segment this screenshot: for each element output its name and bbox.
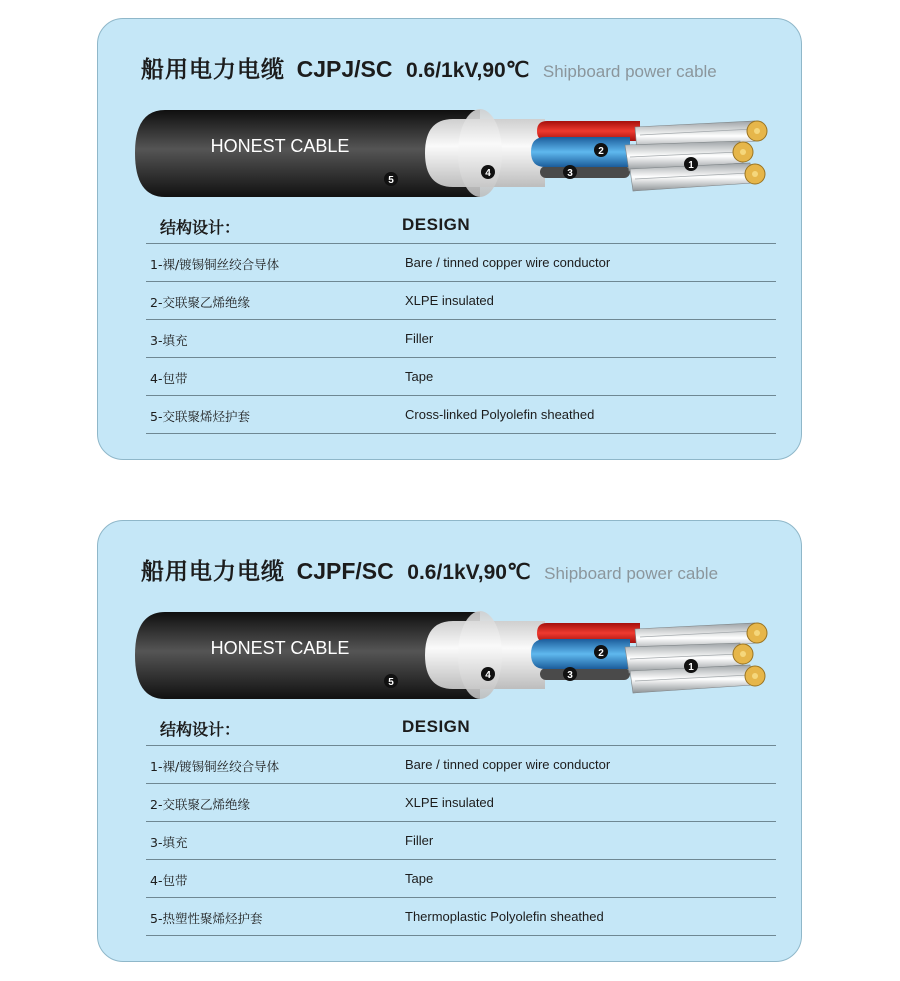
cable-brand-text: HONEST CABLE (210, 136, 350, 156)
filler (540, 166, 630, 178)
svg-text:5: 5 (388, 175, 394, 186)
design-header-chinese: 结构设计： (160, 218, 241, 237)
table-row (146, 860, 776, 898)
row-label-chinese: 4-包带 (150, 873, 188, 888)
cable-model: CJPF/SC (296, 558, 394, 584)
title-chinese: 船用电力电缆 (141, 559, 285, 585)
row-label-english: XLPE insulated (405, 293, 494, 308)
svg-text:2: 2 (598, 648, 604, 659)
svg-text:1: 1 (688, 662, 694, 673)
row-label-chinese: 1-裸/镀锡铜丝绞合导体 (150, 759, 280, 774)
row-label-english: Filler (405, 833, 434, 848)
marker-2 (594, 645, 608, 659)
marker-2 (594, 143, 608, 157)
marker-1 (684, 157, 698, 171)
table-row (146, 746, 776, 784)
row-label-chinese: 1-裸/镀锡铜丝绞合导体 (150, 257, 280, 272)
filler (540, 668, 630, 680)
table-row (146, 396, 776, 434)
row-label-chinese: 3-填充 (150, 835, 188, 850)
row-label-chinese: 5-热塑性聚烯烃护套 (150, 911, 263, 926)
cable-model: CJPJ/SC (296, 56, 393, 82)
row-label-english: XLPE insulated (405, 795, 494, 810)
voltage-rating: 0.6/1kV,90℃ (406, 59, 530, 82)
title-english: Shipboard power cable (542, 62, 717, 81)
cable-brand-text: HONEST CABLE (210, 638, 350, 658)
cable-diagram (135, 107, 775, 202)
cable-diagram (135, 609, 775, 704)
table-row (146, 898, 776, 936)
row-label-english: Tape (405, 369, 434, 384)
row-label-english: Bare / tinned copper wire conductor (405, 255, 611, 270)
marker-3 (563, 165, 577, 179)
table-row (146, 822, 776, 860)
row-label-english: Thermoplastic Polyolefin sheathed (405, 909, 604, 924)
row-label-chinese: 4-包带 (150, 371, 188, 386)
blue-insulation (531, 639, 630, 669)
row-label-english: Bare / tinned copper wire conductor (405, 757, 611, 772)
marker-1 (684, 659, 698, 673)
svg-text:1: 1 (688, 160, 694, 171)
copper-conductors (625, 623, 767, 693)
table-row (146, 358, 776, 396)
marker-4 (481, 667, 495, 681)
row-label-english: Tape (405, 871, 434, 886)
copper-conductors (625, 121, 767, 191)
svg-text:4: 4 (485, 670, 491, 681)
title-english: Shipboard power cable (544, 564, 719, 583)
table-row (146, 282, 776, 320)
svg-text:5: 5 (388, 677, 394, 688)
cable-spec-card-1 (97, 18, 802, 460)
svg-text:2: 2 (598, 146, 604, 157)
design-table (146, 243, 776, 434)
row-label-chinese: 5-交联聚烯烃护套 (150, 409, 250, 424)
card-title (141, 553, 718, 586)
marker-4 (481, 165, 495, 179)
title-chinese: 船用电力电缆 (141, 57, 285, 83)
voltage-rating: 0.6/1kV,90℃ (407, 561, 531, 584)
card-title (141, 51, 717, 84)
table-row (146, 244, 776, 282)
design-header-english: DESIGN (402, 717, 471, 736)
row-label-chinese: 3-填充 (150, 333, 188, 348)
cable-spec-card-2 (97, 520, 802, 962)
design-header-english: DESIGN (402, 215, 471, 234)
marker-5 (384, 172, 398, 186)
row-label-chinese: 2-交联聚乙烯绝缘 (150, 295, 250, 310)
table-row (146, 320, 776, 358)
table-row (146, 784, 776, 822)
svg-text:3: 3 (567, 670, 573, 681)
marker-5 (384, 674, 398, 688)
row-label-chinese: 2-交联聚乙烯绝缘 (150, 797, 250, 812)
marker-3 (563, 667, 577, 681)
blue-insulation (531, 137, 630, 167)
design-header-chinese: 结构设计： (160, 720, 241, 739)
design-table (146, 745, 776, 936)
row-label-english: Filler (405, 331, 434, 346)
row-label-english: Cross-linked Polyolefin sheathed (405, 407, 595, 422)
svg-text:3: 3 (567, 168, 573, 179)
svg-text:4: 4 (485, 168, 491, 179)
